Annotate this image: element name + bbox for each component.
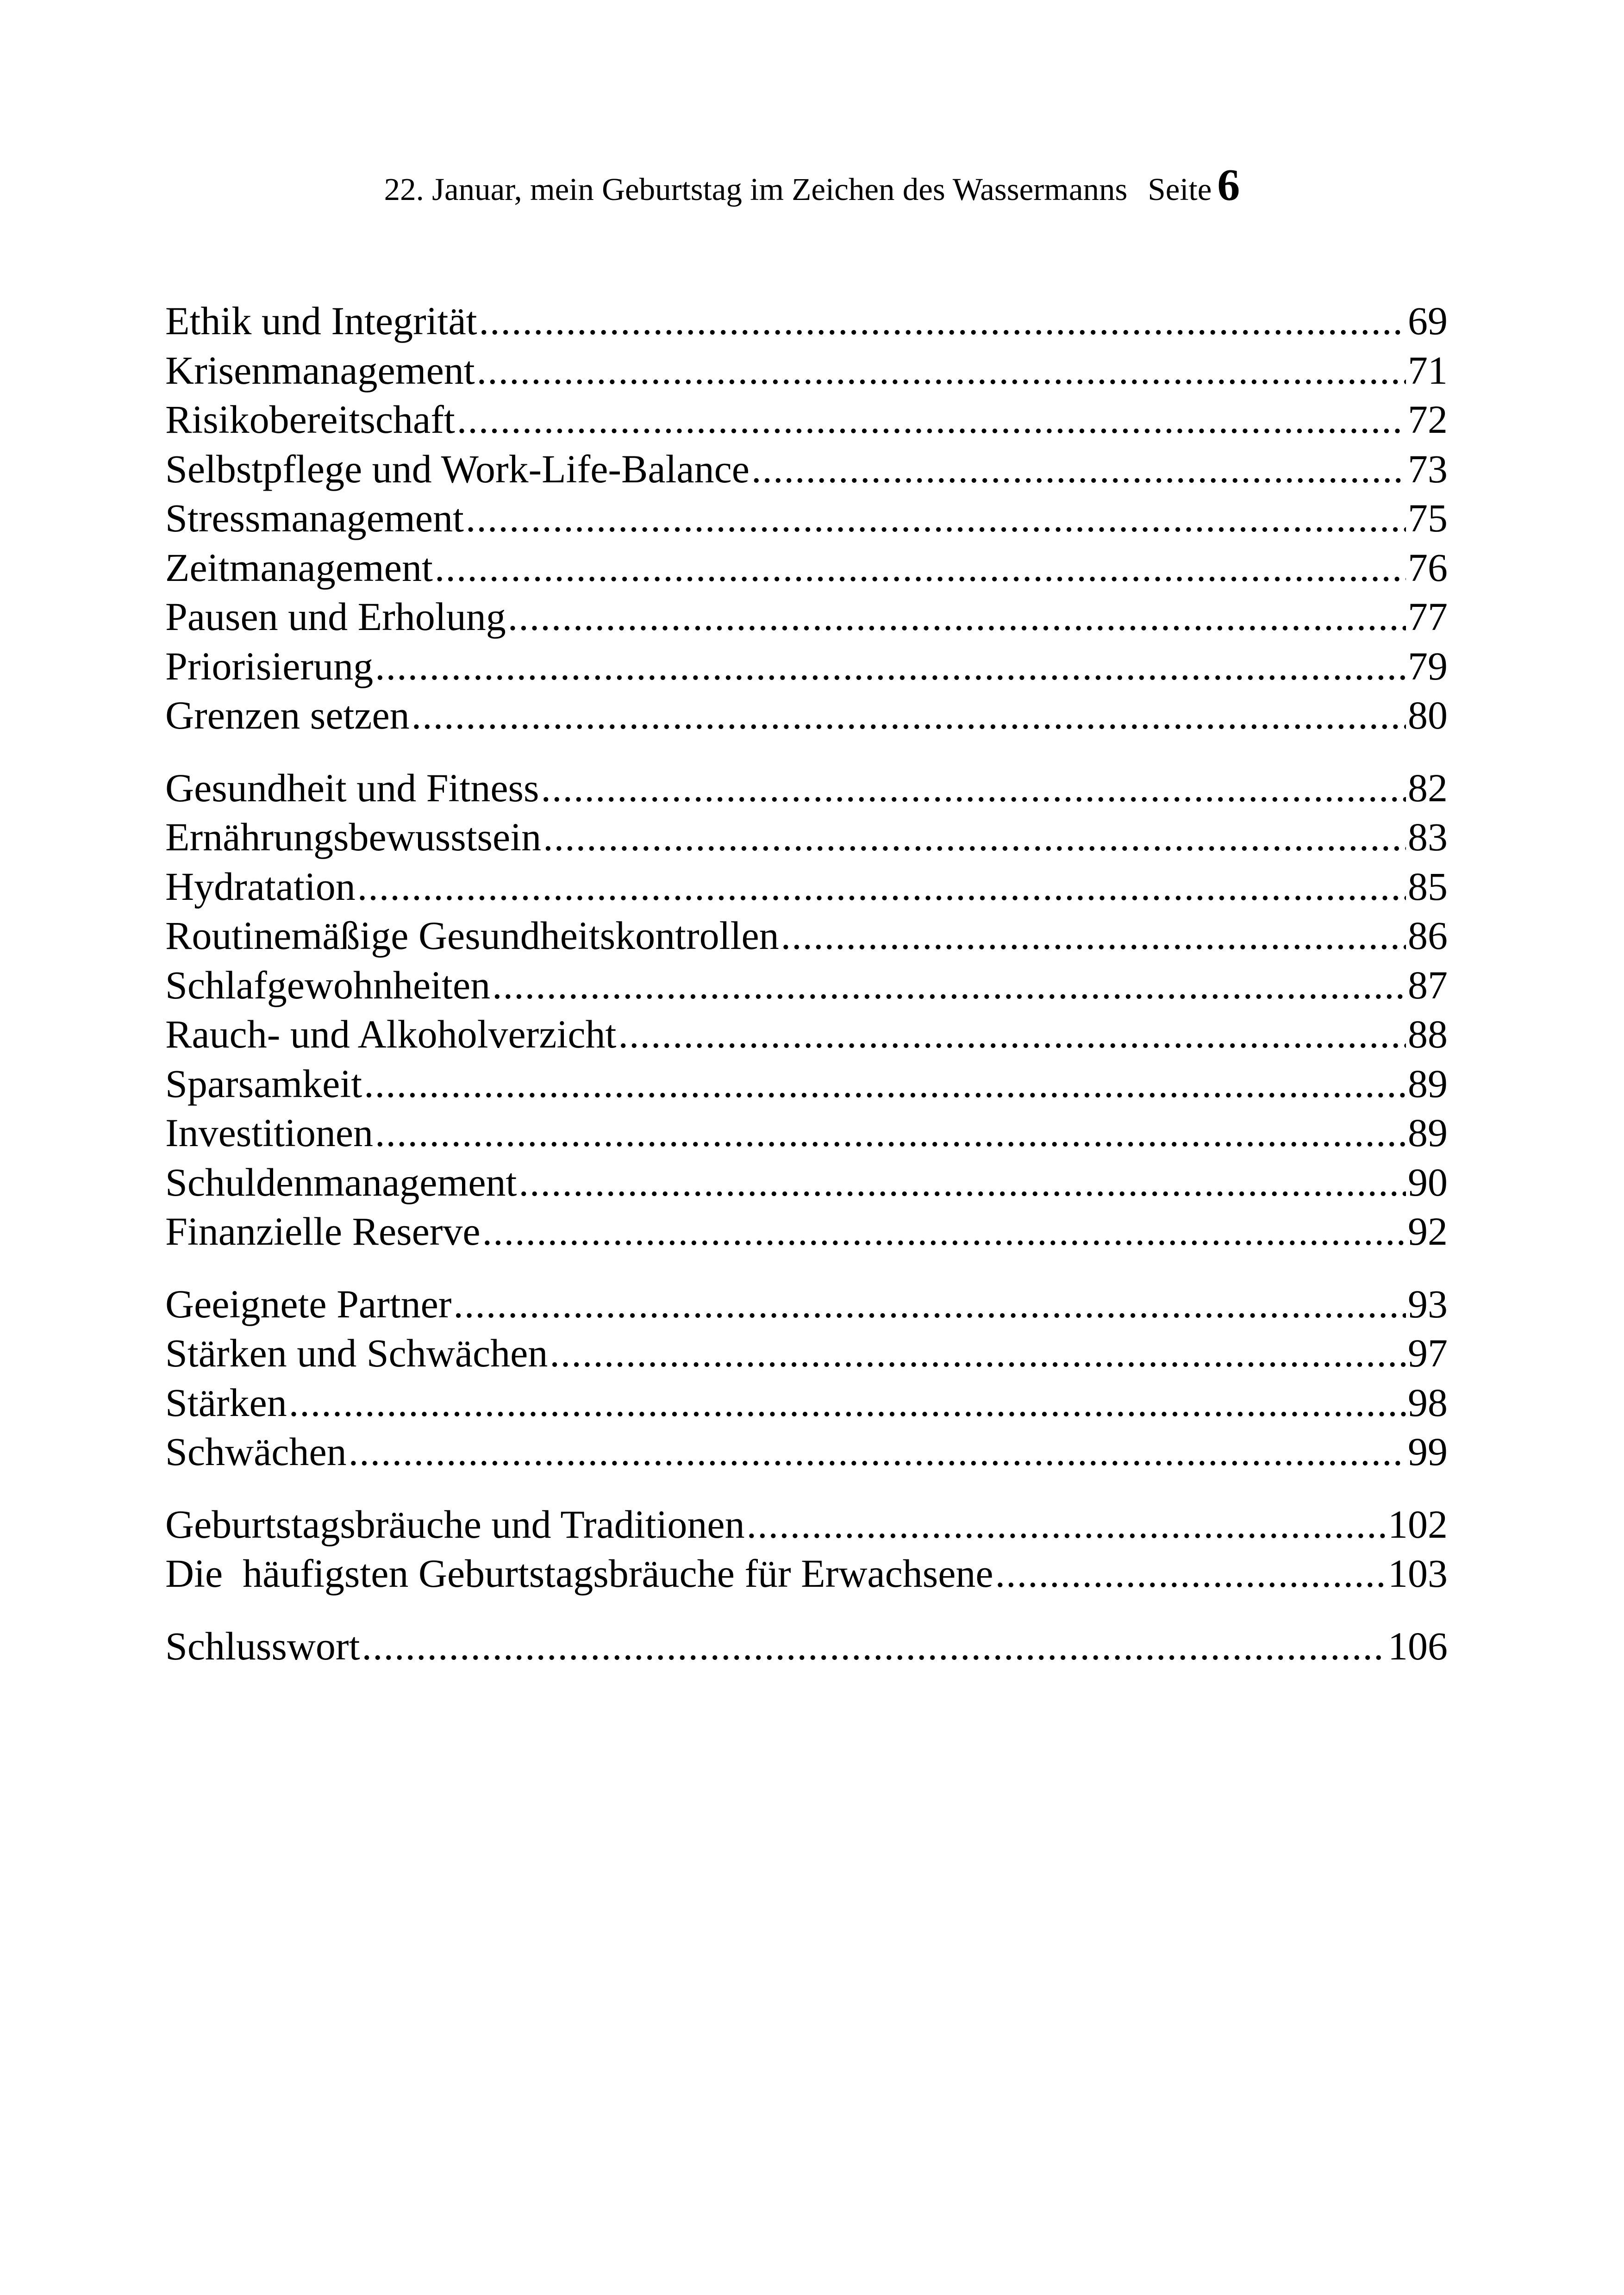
toc-dot-leader [477,346,1406,395]
toc-entry-page-number: 97 [1408,1331,1448,1375]
toc-dot-leader [453,1279,1406,1329]
toc-entry[interactable] [165,444,1448,494]
toc-entry-page-number: 89 [1408,1061,1448,1106]
toc-dot-leader [375,1108,1406,1158]
toc-group [165,1500,1448,1598]
toc-entry-title: Ethik und Integrität [165,299,477,343]
toc-dot-leader [364,1059,1406,1109]
toc-entry-title: Routinemäßige Gesundheitskontrollen [165,913,779,958]
toc-entry[interactable] [165,642,1448,691]
toc-entry[interactable] [165,812,1448,862]
toc-dot-leader [995,1549,1386,1598]
toc-entry-title: Rauch- und Alkoholverzicht [165,1012,617,1056]
toc-dot-leader [508,592,1406,642]
toc-dot-leader [457,395,1406,444]
toc-entry-title: Schlusswort [165,1623,360,1668]
toc-dot-leader [375,642,1406,691]
toc-dot-leader [541,763,1406,813]
header-page-number: 6 [1217,160,1240,210]
toc-entry-page-number: 106 [1388,1623,1448,1668]
toc-entry-title: Schlafgewohnheiten [165,962,491,1007]
toc-entry-title: Schwächen [165,1429,347,1474]
toc-entry[interactable] [165,1059,1448,1109]
toc-entry[interactable] [165,1158,1448,1207]
toc-entry-title: Schuldenmanagement [165,1160,517,1204]
toc-entry-page-number: 89 [1408,1110,1448,1155]
header-title: 22. Januar, mein Geburtstag im Zeichen des Wassermanns [384,172,1128,207]
toc-entry-page-number: 87 [1408,962,1448,1007]
toc-entry[interactable] [165,1621,1448,1671]
toc-entry[interactable] [165,1207,1448,1256]
table-of-contents [165,296,1448,1694]
toc-dot-leader [618,1010,1406,1059]
toc-entry-title: Finanzielle Reserve [165,1209,481,1254]
toc-dot-leader [518,1158,1406,1207]
toc-dot-leader [751,444,1406,494]
toc-entry-title: Priorisierung [165,643,374,688]
toc-entry[interactable] [165,296,1448,346]
toc-entry[interactable] [165,763,1448,813]
toc-entry[interactable] [165,1500,1448,1549]
toc-entry-page-number: 73 [1408,446,1448,491]
toc-group [165,1621,1448,1671]
toc-entry-title: Sparsamkeit [165,1061,362,1106]
toc-group [165,296,1448,740]
page-header [0,162,1624,212]
toc-entry-page-number: 99 [1408,1429,1448,1474]
toc-entry-page-number: 88 [1408,1012,1448,1056]
toc-entry-page-number: 103 [1388,1551,1448,1596]
toc-entry-title: Die häufigsten Geburtstagsbräuche für Erwachsene [165,1551,993,1596]
toc-entry[interactable] [165,395,1448,444]
toc-dot-leader [479,296,1406,346]
toc-dot-leader [492,960,1406,1010]
toc-entry[interactable] [165,1279,1448,1329]
toc-entry-title: Grenzen setzen [165,693,410,737]
header-page-label: Seite [1148,172,1212,207]
toc-entry[interactable] [165,1378,1448,1428]
toc-entry[interactable] [165,493,1448,543]
toc-entry-page-number: 102 [1388,1502,1448,1547]
toc-entry[interactable] [165,543,1448,592]
toc-entry-title: Gesundheit und Fitness [165,765,539,810]
toc-entry[interactable] [165,1427,1448,1477]
toc-dot-leader [781,911,1406,960]
toc-group [165,763,1448,1256]
toc-dot-leader [482,1207,1406,1256]
toc-entry-page-number: 90 [1408,1160,1448,1204]
toc-entry[interactable] [165,862,1448,911]
toc-entry[interactable] [165,911,1448,960]
toc-entry-page-number: 77 [1408,594,1448,639]
toc-entry[interactable] [165,1549,1448,1598]
toc-entry-title: Zeitmanagement [165,545,433,590]
toc-entry[interactable] [165,592,1448,642]
toc-entry-page-number: 72 [1408,397,1448,442]
toc-entry-page-number: 98 [1408,1380,1448,1425]
toc-entry-title: Investitionen [165,1110,374,1155]
toc-entry-page-number: 75 [1408,496,1448,540]
toc-entry[interactable] [165,1328,1448,1378]
toc-entry-page-number: 79 [1408,643,1448,688]
toc-entry-title: Geeignete Partner [165,1281,452,1326]
toc-entry-page-number: 85 [1408,864,1448,909]
toc-entry-page-number: 80 [1408,693,1448,737]
toc-entry-page-number: 83 [1408,815,1448,859]
toc-dot-leader [412,691,1406,740]
toc-dot-leader [747,1500,1386,1549]
toc-entry-page-number: 86 [1408,913,1448,958]
toc-dot-leader [357,862,1406,911]
toc-entry-page-number: 82 [1408,765,1448,810]
toc-entry-page-number: 76 [1408,545,1448,590]
toc-dot-leader [435,543,1406,592]
toc-entry-title: Pausen und Erholung [165,594,506,639]
toc-entry-page-number: 69 [1408,299,1448,343]
toc-entry-title: Risikobereitschaft [165,397,455,442]
toc-entry-title: Ernährungsbewusstsein [165,815,542,859]
toc-entry-page-number: 93 [1408,1281,1448,1326]
toc-entry-title: Stressmanagement [165,496,464,540]
toc-dot-leader [543,812,1406,862]
toc-dot-leader [466,493,1406,543]
toc-entry-title: Geburtstagsbräuche und Traditionen [165,1502,745,1547]
toc-entry-title: Stärken [165,1380,287,1425]
toc-dot-leader [550,1328,1406,1378]
toc-entry[interactable] [165,346,1448,395]
toc-entry[interactable] [165,960,1448,1010]
toc-entry-title: Selbstpflege und Work-Life-Balance [165,446,750,491]
toc-entry-title: Stärken und Schwächen [165,1331,548,1375]
toc-entry-title: Hydratation [165,864,356,909]
toc-entry-title: Krisenmanagement [165,348,475,393]
toc-group [165,1279,1448,1477]
toc-dot-leader [362,1621,1386,1671]
toc-entry-page-number: 92 [1408,1209,1448,1254]
toc-entry-page-number: 71 [1408,348,1448,393]
toc-entry[interactable] [165,691,1448,740]
toc-dot-leader [349,1427,1406,1477]
toc-dot-leader [289,1378,1406,1428]
toc-entry[interactable] [165,1108,1448,1158]
toc-entry[interactable] [165,1010,1448,1059]
